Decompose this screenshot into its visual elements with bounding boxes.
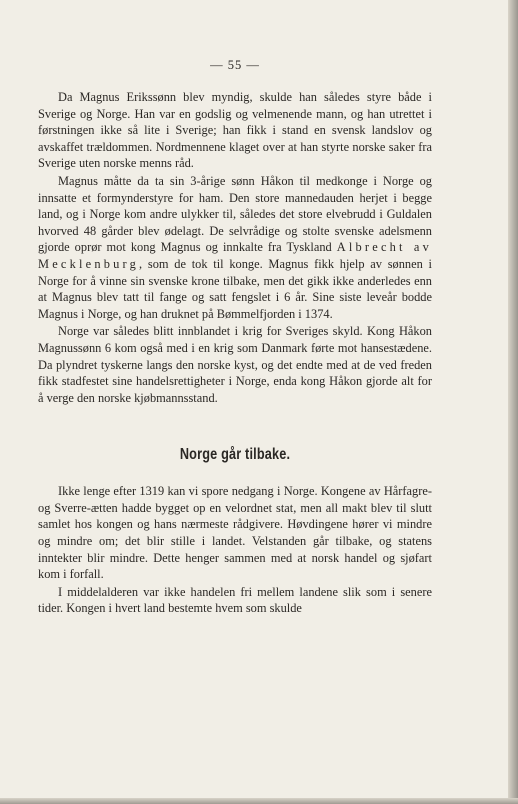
- book-page: [38, 58, 432, 618]
- spaced-name-albrecht: Albrecht av Mecklenburg: [38, 240, 432, 271]
- paragraph-hakon-medkonge: [38, 173, 432, 322]
- paragraph-nedgang: Ikke lenge efter 1319 kan vi spore nedgang i Norge. Kongene av Hårfagre- og Sverre-ætten hadde bygget op en velordnet stat, men all makt blev til slutt samlet hos kongen og hans nærmeste rådgivere. Høvdingene hører vi mindre og mindre om; det blir stille i landet. Velstanden går tilbake, og statens inntekter blir mindre. Dette henger sammen med at norsk handel og sjøfart kom i forfall.: [38, 484, 432, 582]
- page-edge-bottom: [0, 798, 518, 804]
- paragraph-hansestaedene: Norge var således blitt innblandet i krig for Sveriges skyld. Kong Håkon Magnussønn 6 kom også med i en krig som Danmark førte mot hansestædene. Da plyndret tyskerne langs den norske kyst, og det endte med at de ved freden fikk stadfestet sine handelsrettigheter i Norge, enda kong Håkon gjorde alt for å verge den norske kjøbmannsstand.: [38, 324, 432, 405]
- paragraph-handel: I middelalderen var ikke handelen fri mellem landene slik som i senere tider. Kongen i hvert land bestemte hvem som skulde: [38, 584, 432, 616]
- page-edge-right: [508, 0, 518, 804]
- section-heading: Norge går tilbake.: [179, 446, 291, 464]
- paragraph-magnus-eriksson: Da Magnus Erikssønn blev myndig, skulde han således styre både i Sverige og Norge. Han var en godslig og velmenende mann, og han utrettet i førstningen ikke så lite i Sverige; han fikk i stand en svensk landslov og avskaffet trældommen. Nordmennene klaget over at han styrte norske saker fra Sverige uten norske menns råd.: [38, 90, 432, 171]
- page-number: — 55 —: [210, 58, 260, 72]
- paragraph-text-part: , som de tok til konge. Magnus fikk hjelp av sønnen i Norge for å vinne sin svenske krone tilbake, men det gikk ikke anderledes enn at Magnus blev tatt til fange og satt fengslet i 6 år. Sine siste leveår bodde Magnus i Norge, og han druknet på Bømmelfjorden i 1374.: [38, 256, 432, 321]
- paragraph-text-part: Magnus måtte da ta sin 3-årige sønn Håkon til medkonge i Norge og innsatte et formynderstyre for ham. Den store mannedauden herjet i begge land, og i Norge kom andre ulykker til, således det store elvebrudd i Guldalen hvorved 48 gårder blev ødelagt. De selvrådige og stolte svenske adelsmenn gjorde oprør mot kong Magnus og innkalte fra Tyskland: [38, 173, 432, 255]
